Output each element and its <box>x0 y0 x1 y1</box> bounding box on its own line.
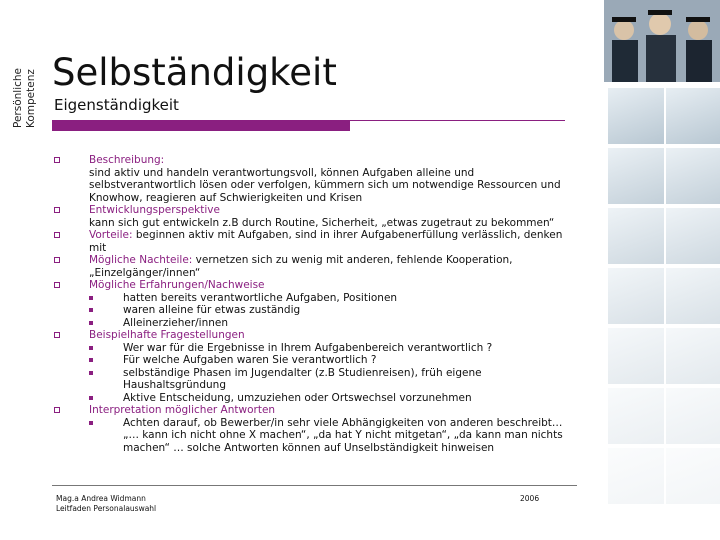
decor-tile <box>608 148 664 204</box>
decor-tile <box>666 88 720 144</box>
sub-item <box>50 292 590 305</box>
list-item <box>50 329 590 342</box>
item-text: beginnen aktiv mit Aufgaben, sind in ihrer Aufgabenerfüllung verlässlich, denken <box>132 229 563 241</box>
list-item <box>50 279 590 292</box>
decor-tile <box>666 208 720 264</box>
sub-item <box>50 342 590 355</box>
item-text: vernetzen sich zu wenig mit anderen, fehlende Kooperation, <box>192 254 513 266</box>
list-item <box>50 254 590 279</box>
filled-bullet-icon <box>89 371 93 375</box>
item-heading: Beschreibung: <box>89 154 165 166</box>
title-accent-bar <box>52 121 350 131</box>
slide-title: Selbständigkeit <box>52 51 337 94</box>
decor-tile <box>608 448 664 504</box>
decor-tile <box>666 388 720 444</box>
footer-author: Mag.a Andrea Widmann <box>56 494 146 503</box>
footer-credits <box>56 494 156 514</box>
item-heading: Mögliche Erfahrungen/Nachweise <box>89 279 265 291</box>
sub-item-line: Wer war für die Ergebnisse in Ihrem Aufgabenbereich verantwortlich ? <box>123 341 493 354</box>
item-heading: Mögliche Nachteile: <box>89 254 193 266</box>
sub-item <box>50 392 590 405</box>
square-bullet-icon <box>54 332 60 338</box>
item-line: Knowhow, reagieren auf Schwierigkeiten und Krisen <box>89 191 363 204</box>
sub-item-line: waren alleine für etwas zuständig <box>123 304 301 316</box>
filled-bullet-icon <box>89 396 93 400</box>
filled-bullet-icon <box>89 321 93 325</box>
sub-item-line: Achten darauf, ob Bewerber/in sehr viele Abhängigkeiten von anderen beschreibt… <box>123 416 563 429</box>
square-bullet-icon <box>54 257 60 263</box>
item-heading: Vorteile: <box>89 229 133 241</box>
side-label-line2: Kompetenz <box>25 69 37 128</box>
item-heading: Entwicklungsperspektive <box>89 204 220 216</box>
filled-bullet-icon <box>89 346 93 350</box>
list-item <box>50 229 590 254</box>
sub-item-line: Alleinerzieher/innen <box>123 316 229 329</box>
item-heading: Beispielhafte Fragestellungen <box>89 329 245 341</box>
sub-item <box>50 354 590 367</box>
sub-item-line: hatten bereits verantwortliche Aufgaben, Positionen <box>123 291 398 304</box>
footer-rule <box>52 485 577 486</box>
list-item <box>50 204 590 229</box>
bullet-list <box>50 154 590 454</box>
side-label <box>12 56 42 128</box>
slide-subtitle: Eigenständigkeit <box>54 96 179 114</box>
footer-document: Leitfaden Personalauswahl <box>56 504 157 513</box>
item-line: kann sich gut entwickeln z.B durch Routine, Sicherheit, „etwas zugetraut zu bekommen“ <box>89 216 555 229</box>
sub-item-line: machen“ … solche Antworten können auf Unselbständigkeit hinweisen <box>123 441 495 454</box>
decor-tile <box>608 88 664 144</box>
decor-tile <box>608 268 664 324</box>
list-item <box>50 404 590 417</box>
sub-item <box>50 304 590 317</box>
filled-bullet-icon <box>89 358 93 362</box>
decor-tile <box>666 268 720 324</box>
filled-bullet-icon <box>89 296 93 300</box>
decor-tile <box>608 328 664 384</box>
sub-item-line: Haushaltsgründung <box>123 379 226 391</box>
footer-year: 2006 <box>520 494 540 503</box>
item-line: mit <box>89 241 107 254</box>
decor-tile <box>666 148 720 204</box>
filled-bullet-icon <box>89 421 93 425</box>
sub-item <box>50 317 590 330</box>
side-label-line1: Persönliche <box>12 67 24 128</box>
filled-bullet-icon <box>89 308 93 312</box>
sub-item-line: selbständige Phasen im Jugendalter (z.B Studienreisen), früh eigene <box>123 366 482 379</box>
decor-tile <box>608 388 664 444</box>
square-bullet-icon <box>54 407 60 413</box>
square-bullet-icon <box>54 207 60 213</box>
graduates-photo <box>604 0 720 82</box>
sub-item <box>50 367 590 392</box>
list-item <box>50 154 590 204</box>
item-line: sind aktiv und handeln verantwortungsvoll, können Aufgaben alleine und <box>89 166 475 179</box>
square-bullet-icon <box>54 157 60 163</box>
item-heading: Interpretation möglicher Antworten <box>89 404 276 416</box>
graduates-photo-art <box>604 0 720 82</box>
sub-item-line: Aktive Entscheidung, umzuziehen oder Ortswechsel vorzunehmen <box>123 391 472 404</box>
square-bullet-icon <box>54 282 60 288</box>
item-line: selbstverantwortlich lösen oder verfolgen, kümmern sich um notwendige Ressourcen und <box>89 179 561 191</box>
decor-tile <box>666 328 720 384</box>
decor-tile <box>666 448 720 504</box>
item-line: „Einzelgänger/innen“ <box>89 266 201 279</box>
decor-tile <box>608 208 664 264</box>
square-bullet-icon <box>54 232 60 238</box>
decorative-sidebar <box>604 0 720 540</box>
sub-item <box>50 417 590 455</box>
sub-item-line: Für welche Aufgaben waren Sie verantwortlich ? <box>123 354 377 366</box>
sub-item-line: „… kann ich nicht ohne X machen“, „da hat Y nicht mitgetan“, „da kann man nichts <box>123 429 563 441</box>
